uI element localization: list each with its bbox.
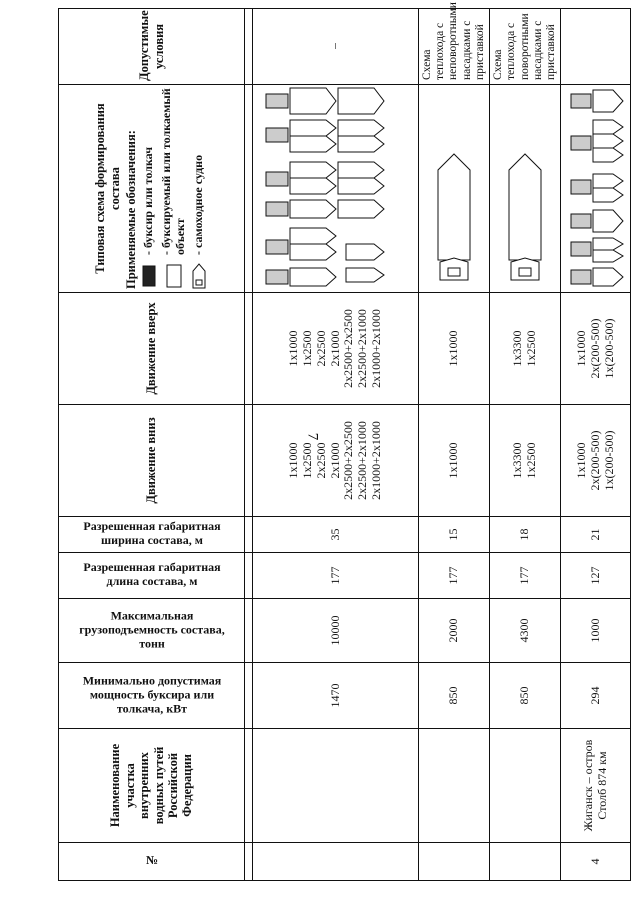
self-propelled-vessel-icon [192,263,206,289]
cell-no [419,843,490,881]
tug-icon [142,263,156,289]
header-min-power: Минимально допустимая мощность буксира или толкача, кВт [59,663,245,729]
cell-schema [490,85,561,293]
legend-label-tug: - буксир или толкач [141,147,156,255]
legend-item-tug [142,88,156,289]
cell-downstream: 1x1000 1x2500 2x2500 2x1000 2x2500+2x2500 2x2500+2x1000 2x1000+2x1000 [253,405,419,517]
legend-item-barge [160,88,188,289]
cell-condition [561,9,631,85]
header-conditions: Допустимые условия [59,9,245,85]
legend-item-self-propelled [192,88,206,289]
cell-upstream: 1x1000 2x(200-500) 1x(200-500) [561,293,631,405]
legend-label-self-propelled: - самоходное судно [190,154,205,255]
cell-no: 4 [561,843,631,881]
cell-no [490,843,561,881]
table-row [419,9,490,881]
header-schema [59,85,245,293]
cell-capacity: 4300 [490,599,561,663]
cell-name [253,729,419,843]
table-row [561,9,631,881]
cell-upstream: 1x1000 [419,293,490,405]
cell-width: 35 [253,517,419,553]
cell-length: 177 [253,553,419,599]
cell-condition: – [253,9,419,85]
convoy-formation-table [58,2,631,881]
cell-schema [561,85,631,293]
spacer-row [245,9,253,881]
header-downstream: Движение вниз [59,405,245,517]
page-number: 7 [304,432,321,441]
cell-capacity: 10000 [253,599,419,663]
cell-power: 1470 [253,663,419,729]
header-no: № [59,843,245,881]
header-section-name: Наименование участка внутренних водных путей Российской Федерации [59,729,245,843]
cell-width: 18 [490,517,561,553]
legend-title: Применяемые обозначения: [123,130,138,289]
cell-no [253,843,419,881]
cell-schema [253,85,419,293]
cell-length: 177 [490,553,561,599]
schema-title: Типовая схема формирования состава [93,103,122,274]
cell-schema [419,85,490,293]
header-allowed-width: Разрешенная габаритная ширина состава, м [59,517,245,553]
cell-length: 177 [419,553,490,599]
cell-power: 850 [419,663,490,729]
cell-name: Жиганск – остров Столб 874 км [561,729,631,843]
header-allowed-length: Разрешенная габаритная длина состава, м [59,553,245,599]
cell-downstream: 1x3300 1x2500 [490,405,561,517]
table-row [490,9,561,881]
convoy-schema-diagram [565,87,627,291]
cell-downstream: 1x1000 2x(200-500) 1x(200-500) [561,405,631,517]
cell-upstream: 1x3300 1x2500 [490,293,561,405]
cell-condition: Схема теплохода с неповоротными насадками с приставкой [419,9,490,85]
convoy-schema-diagram [428,87,480,291]
cell-condition: Схема теплохода с поворотными насадками с приставкой [490,9,561,85]
header-upstream: Движение вверх [59,293,245,405]
table-row [253,9,419,881]
header-max-capacity: Максимальная грузоподъемность состава, тонн [59,599,245,663]
cell-width: 21 [561,517,631,553]
convoy-schema-diagram [256,87,416,291]
convoy-schema-diagram [500,87,550,291]
cell-power: 294 [561,663,631,729]
cell-name [490,729,561,843]
barge-icon [166,263,182,289]
cell-capacity: 1000 [561,599,631,663]
cell-capacity: 2000 [419,599,490,663]
header-row [59,9,245,881]
rotated-table-container [58,2,616,881]
cell-upstream: 1x1000 1x2500 2x2500 2x1000 2x2500+2x2500 2x2500+2x1000 2x1000+2x1000 [253,293,419,405]
legend-label-barge: - буксируемый или толкаемый объект [159,88,188,255]
cell-power: 850 [490,663,561,729]
cell-width: 15 [419,517,490,553]
cell-length: 127 [561,553,631,599]
cell-name [419,729,490,843]
cell-downstream: 1x1000 [419,405,490,517]
